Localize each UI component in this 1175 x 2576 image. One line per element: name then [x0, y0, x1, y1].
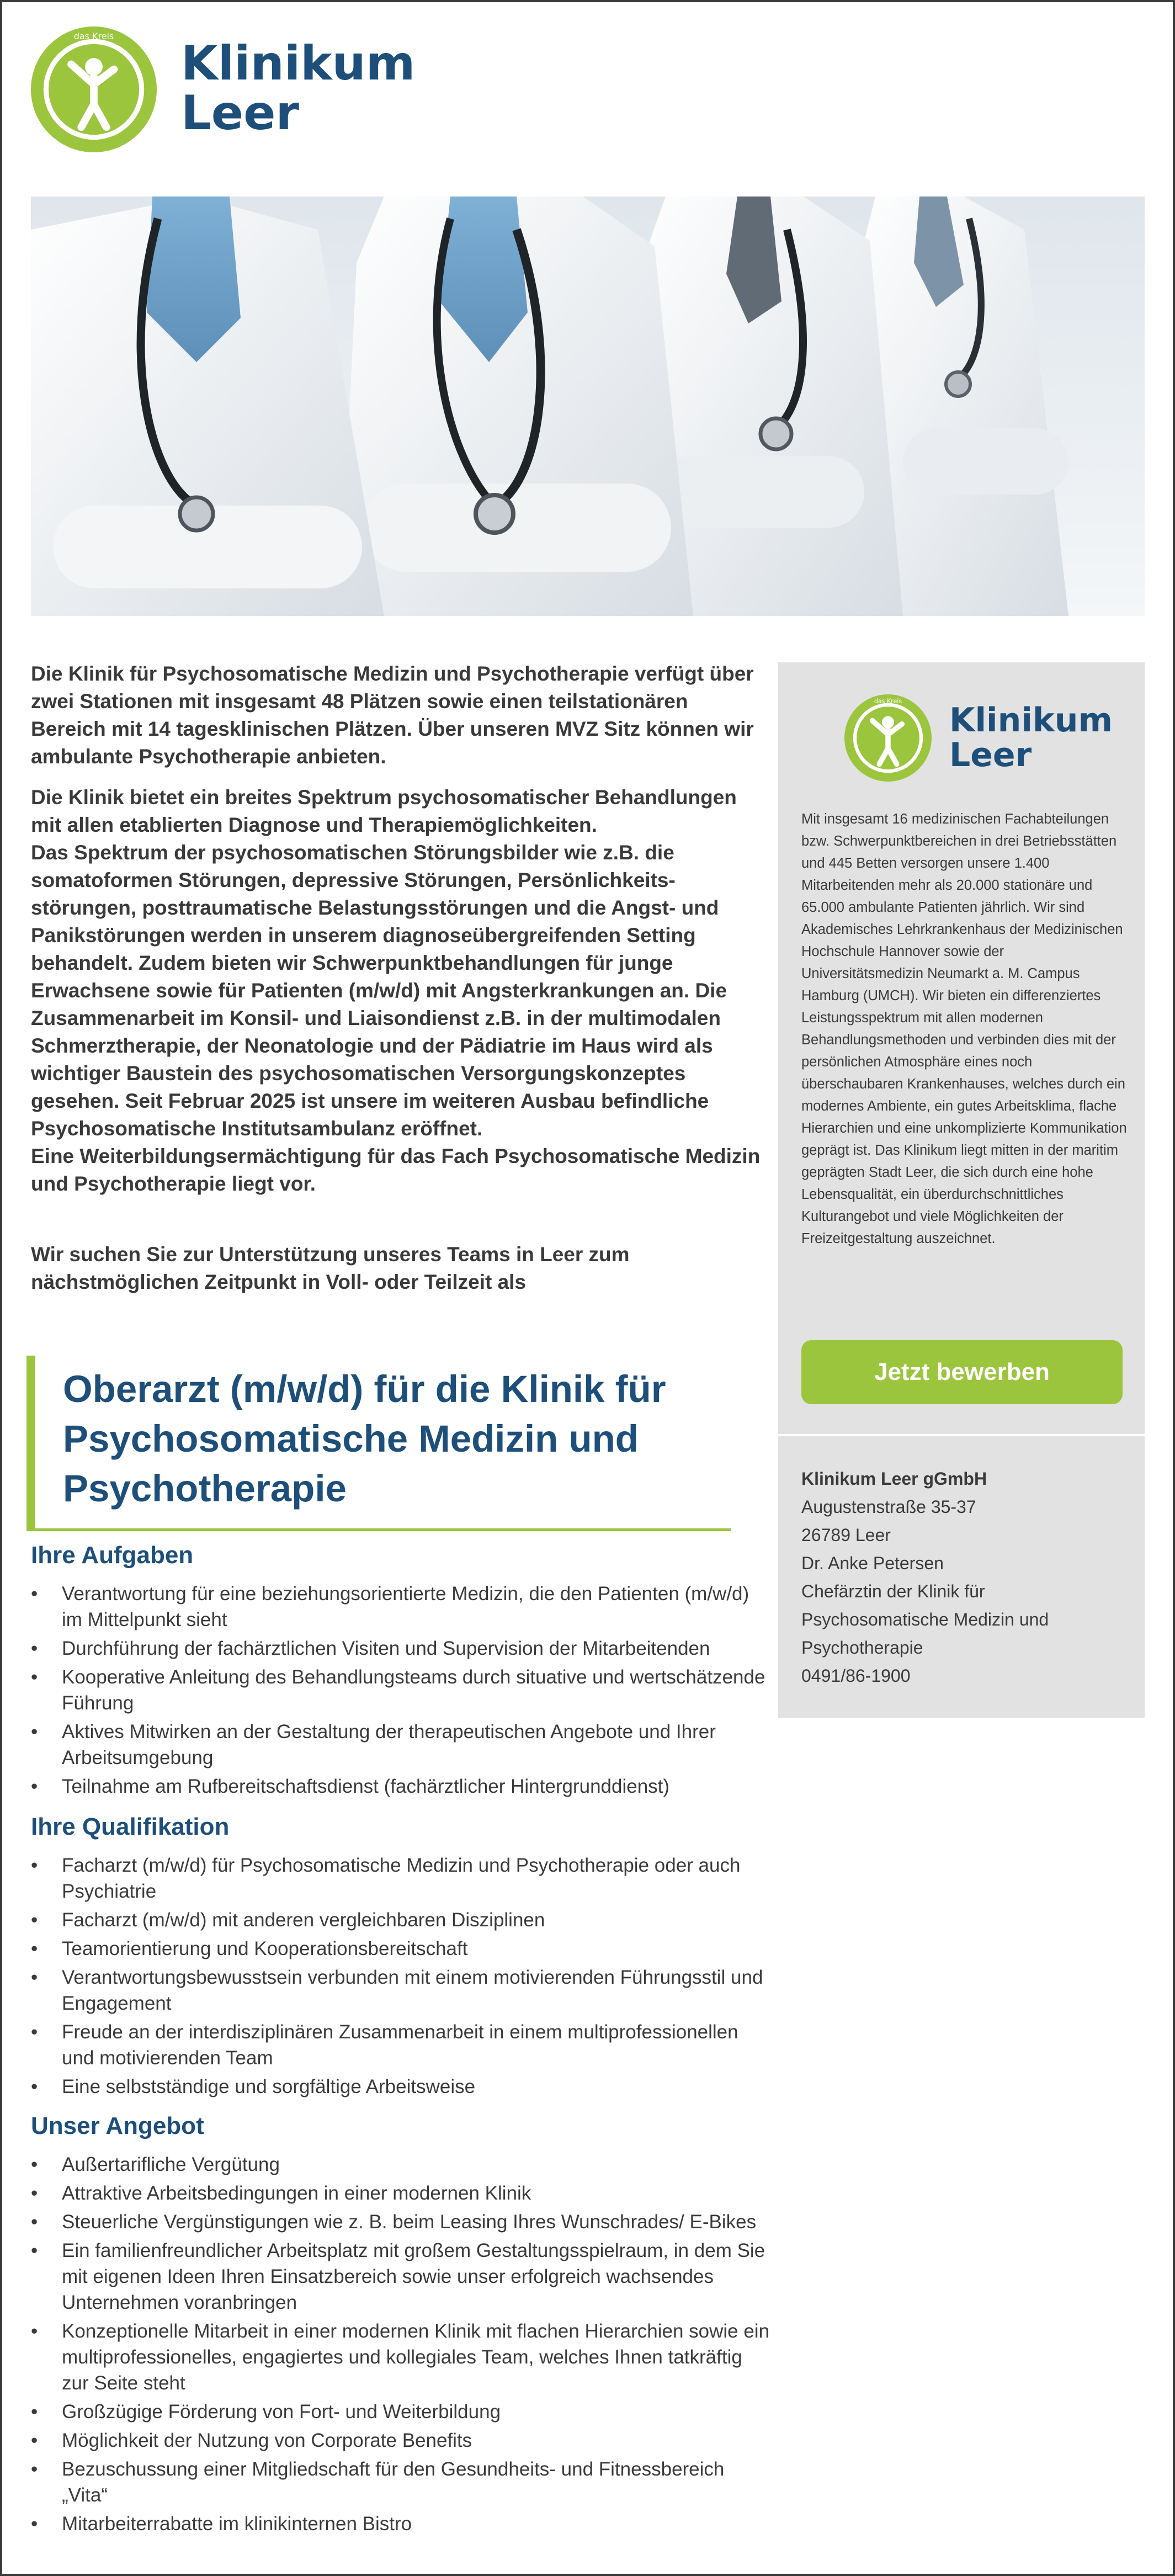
- list-item: • Facharzt (m/w/d) mit anderen vergleichbaren Disziplinen: [31, 1907, 770, 1933]
- list-item: • Mitarbeiterrabatte im klinikinternen Bistro: [31, 2511, 770, 2537]
- klinikum-leer-logo: [31, 26, 415, 152]
- job-title-block: [26, 1356, 731, 1531]
- list-item: • Eine selbstständige und sorgfältige Arbeitsweise: [31, 2074, 770, 2100]
- angebot-list: [31, 2152, 770, 2537]
- list-item: • Ein familienfreundlicher Arbeitsplatz mit großem Gestaltungsspielraum, in dem Sie mit eigenen Ideen Ihren Einsatzbereich sowie unser erfolgreich wachsendes Unternehmen voranbringen: [31, 2238, 770, 2315]
- apply-now-button[interactable]: Jetzt bewerben: [801, 1340, 1123, 1404]
- logo-arc-text: das Kreis: [73, 30, 114, 41]
- aufgaben-list: [31, 1581, 770, 1799]
- logo-wordmark: [181, 35, 416, 141]
- contact-city: 26789 Leer: [801, 1525, 891, 1545]
- list-item: • Verantwortungsbewusstsein verbunden mit einem motivierenden Führungsstil und Engagement: [31, 1964, 770, 2016]
- section-angebot: [31, 2111, 770, 2540]
- list-item: • Möglichkeit der Nutzung von Corporate Benefits: [31, 2428, 770, 2453]
- sidebar-logo: [844, 694, 1113, 782]
- aufgaben-heading: Ihre Aufgaben: [31, 1542, 194, 1569]
- sidebar-box: [778, 662, 1145, 1718]
- logo-name-line1: Klinikum: [181, 35, 416, 91]
- contact-phone: 0491/86-1900: [801, 1666, 911, 1686]
- intro-paragraph-2-body: Das Spektrum der psychosomatischen Störungsbilder wie z.B. die somatoformen Störungen, depressive Störungen, Persönlichkeitsstörungen, posttraumatische Belastungsstörungen und die Angst- und Panikstörungen werden in unserem diagnoseübergreifenden Setting behandelt. Zudem bieten wir Schwerpunktbehandlungen für junge Erwachsene sowie für Patienten (m/w/d) mit Angsterkrankungen an. Die Zusammenarbeit im Konsil- und Liaisondienst z.B. in der multimodalen Schmerztherapie, der Neonatologie und der Pädiatrie im Haus wird als wichtiger Baustein des psychosomatischen Versorgungskonzeptes gesehen. Seit Februar 2025 ist unsere im weiteren Ausbau befindliche Psychosomatische Institutsambulanz eröffnet.: [31, 841, 727, 1140]
- intro-paragraph-1: Die Klinik für Psychosomatische Medizin und Psychotherapie verfügt über zwei Stationen mit insgesamt 48 Plätzen sowie einen teilstationären Bereich mit 14 tagesklinischen Plätzen. Über unseren MVZ Sitz können wir ambulante Psychotherapie anbieten.: [31, 662, 754, 768]
- list-item: • Durchführung der fachärztlichen Visiten und Supervision der Mitarbeitenden: [31, 1635, 770, 1661]
- logo-name-line2: Leer: [181, 86, 299, 141]
- contact-street: Augustenstraße 35-37: [801, 1497, 976, 1517]
- sidebar-logo-name-line1: Klinikum: [949, 701, 1113, 740]
- list-item: • Außertarifliche Vergütung: [31, 2152, 770, 2177]
- contact-role: Chefärztin der Klinik für Psychosomatische Medizin und Psychotherapie: [801, 1581, 1049, 1658]
- contact-company: Klinikum Leer gGmbH: [801, 1469, 987, 1489]
- list-item: • Teamorientierung und Kooperationsbereitschaft: [31, 1936, 770, 1962]
- intro-search-text: Wir suchen Sie zur Unterstützung unseres Teams in Leer zum nächstmöglichen Zeitpunkt in Voll- oder Teilzeit als: [31, 1243, 630, 1293]
- figure-logo-icon: [31, 26, 157, 152]
- sidebar-logo-wordmark: [949, 703, 1113, 773]
- list-item: • Facharzt (m/w/d) für Psychosomatische Medizin und Psychotherapie oder auch Psychiatrie: [31, 1852, 770, 1904]
- contact-person: Dr. Anke Petersen: [801, 1553, 944, 1573]
- list-item: • Kooperative Anleitung des Behandlungsteams durch situative und wertschätzende Führung: [31, 1664, 770, 1716]
- intro-paragraph-2-training: Eine Weiterbildungsermächtigung für das Fach Psychosomatische Medizin und Psychotherapie liegt vor.: [31, 1145, 761, 1195]
- angebot-heading: Unser Angebot: [31, 2112, 204, 2139]
- contact-block: [801, 1465, 1127, 1690]
- sidebar-logo-arc-text: das Kreis: [874, 697, 902, 705]
- list-item: • Großzügige Förderung von Fort- und Weiterbildung: [31, 2399, 770, 2425]
- list-item: • Freude an der interdisziplinären Zusammenarbeit in einem multiprofessionellen und motivierenden Team: [31, 2019, 770, 2071]
- qualifikation-heading: Ihre Qualifikation: [31, 1813, 230, 1840]
- sidebar-divider: [778, 1434, 1145, 1436]
- list-item: • Attraktive Arbeitsbedingungen in einer modernen Klinik: [31, 2180, 770, 2206]
- intro-paragraph-2: [31, 784, 765, 1198]
- list-item: • Konzeptionelle Mitarbeit in einer modernen Klinik mit flachen Hierarchien sowie ein multiprofessionelles, engagiertes und kollegiales Team, welches Ihnen tatkräftig zur Seite steht: [31, 2318, 770, 2396]
- figure-logo-icon: [844, 694, 932, 782]
- intro-text: [31, 660, 765, 1309]
- sidebar-description: Mit insgesamt 16 medizinischen Fachabteilungen bzw. Schwerpunktbereichen in drei Betriebsstätten und 445 Betten versorgen unsere 1.400 Mitarbeitenden mehr als 20.000 stationäre und 65.000 ambulante Patienten jährlich. Wir sind Akademisches Lehrkrankenhaus der Medizinischen Hochschule Hannover sowie der Universitätsmedizin Neumarkt a. M. Campus Hamburg (UMCH). Wir bieten ein differenziertes Leistungsspektrum mit allen modernen Behandlungsmethoden und verbinden dies mit der persönlichen Atmosphäre eines noch überschaubaren Krankenhauses, welches durch ein modernes Ambiente, ein gutes Arbeitsklima, flache Hierarchien und eine unkomplizierte Kommunikation geprägt ist. Das Klinikum liegt mitten in der maritim geprägten Stadt Leer, die sich durch eine hohe Lebensqualität, ein überdurchschnittliches Kulturangebot und viele Möglichkeiten der Freizeitgestaltung auszeichnet.: [801, 811, 1127, 1246]
- hero-doctors-image: [31, 196, 1145, 616]
- qualifikation-list: [31, 1852, 770, 2100]
- list-item: • Aktives Mitwirken an der Gestaltung der therapeutischen Angebote und Ihrer Arbeitsumgebung: [31, 1719, 770, 1771]
- list-item: • Teilnahme am Rufbereitschaftsdienst (fachärztlicher Hintergrunddienst): [31, 1773, 770, 1799]
- list-item: • Bezuschussung einer Mitgliedschaft für den Gesundheits- und Fitnessbereich „Vita“: [31, 2456, 770, 2508]
- list-item: • Verantwortung für eine beziehungsorientierte Medizin, die den Patienten (m/w/d) im Mittelpunkt sieht: [31, 1581, 770, 1633]
- list-item: • Steuerliche Vergünstigungen wie z. B. beim Leasing Ihres Wunschrades/ E-Bikes: [31, 2209, 770, 2235]
- job-title: Oberarzt (m/w/d) für die Klinik für Psychosomatische Medizin und Psychotherapie: [63, 1368, 666, 1510]
- intro-paragraph-2-lead: Die Klinik bietet ein breites Spektrum psychosomatischer Behandlungen mit allen etablierten Diagnose und Therapiemöglichkeiten.: [31, 786, 737, 836]
- section-aufgaben: [31, 1540, 770, 1802]
- sidebar-logo-name-line2: Leer: [949, 736, 1032, 774]
- section-qualifikation: [31, 1812, 770, 2102]
